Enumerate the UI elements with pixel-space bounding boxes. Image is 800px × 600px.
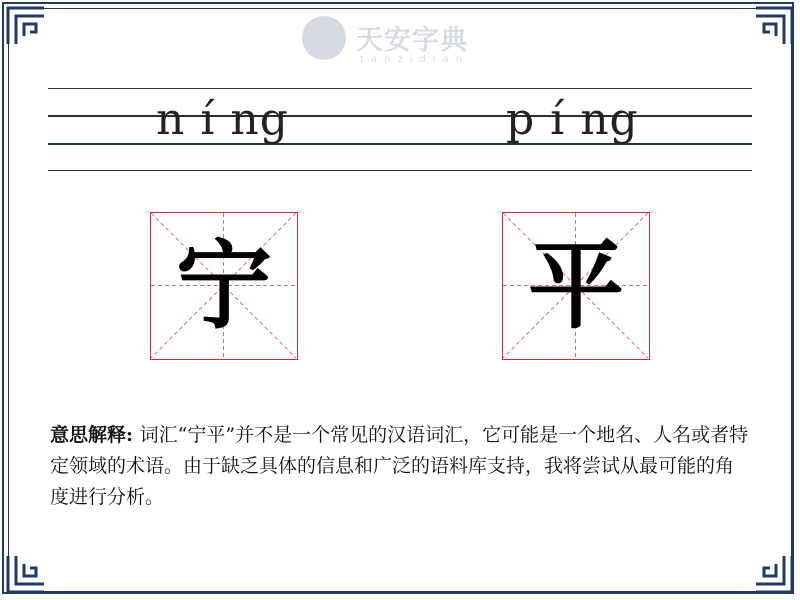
corner-ornament-bottom-right (752, 552, 796, 596)
rule-line (48, 115, 752, 117)
corner-ornament-top-right (752, 4, 796, 48)
pinyin-first: n í ng (156, 94, 289, 145)
meaning-paragraph (50, 420, 750, 513)
corner-ornament-bottom-left (4, 552, 48, 596)
character-first: 宁 (176, 229, 272, 342)
character-grid-first (150, 212, 298, 360)
seal-icon (302, 16, 346, 60)
pinyin-second: p í ng (506, 94, 639, 145)
meaning-text: 词汇“宁平”并不是一个常见的汉语词汇，它可能是一个地名、人名或者特定领域的术语。由于缺乏具体的信息和广泛的语料库支持，我将尝试从最可能的角度进行分析。 (50, 424, 749, 508)
rule-line (48, 143, 752, 145)
meaning-separator: : (126, 424, 140, 446)
character-second: 平 (528, 229, 624, 342)
brand-title: 天安字典 (356, 25, 468, 56)
meaning-label: 意思解释 (50, 424, 127, 446)
watermark-logo (302, 14, 502, 70)
corner-ornament-top-left (4, 4, 48, 48)
rule-line (48, 170, 752, 171)
pinyin-ruled-lines (48, 88, 752, 172)
rule-line (48, 88, 752, 89)
character-grid-second (502, 212, 650, 360)
brand-subtitle: tanzidian (360, 54, 470, 65)
